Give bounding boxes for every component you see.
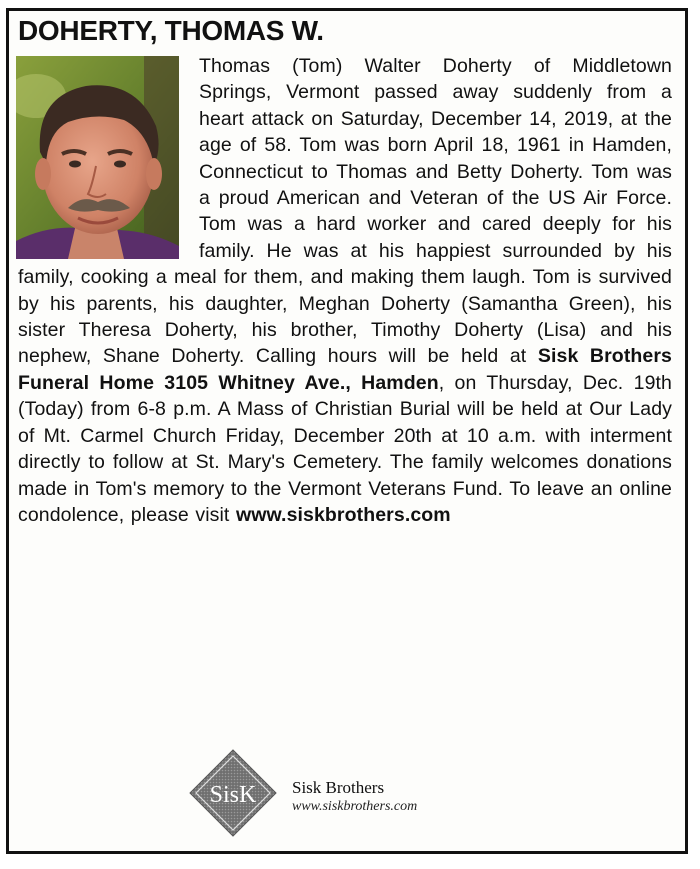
obituary-text-part1: Thomas (Tom) Walter Doherty of Middletown Springs, Vermont passed away suddenly from a heart attack on Saturday, December 14, 2019, at the age of 58. Tom was born April 18, 1961 in Hamden, Connecticut to Thomas and Betty Doherty. Tom was a proud American and Veteran of the US Air Force. Tom was a hard worker and cared deeply for his family. He was at his happiest surrounded by his family, cooking a meal for them, and making them laugh. Tom is survived by his parents, his daughter, Meghan Doherty (Samantha Green), his sister Theresa Doherty, his brother, Timothy Doherty (Lisa) and his nephew, Shane Doherty. Calling hours will be held at [18,55,672,368]
funeral-home-address: Sisk Brothers Funeral Home 3105 Whitney Ave., Hamden [18,345,672,394]
sisk-logo-icon [188,748,278,838]
funeral-home-signature [292,778,417,816]
obituary-body [18,53,672,528]
condolence-website-link[interactable]: www.siskbrothers.com [235,503,451,526]
funeral-home-name: Sisk Brothers [292,778,385,797]
funeral-home-url[interactable]: www.siskbrothers.com [292,799,418,814]
photo-spacer [18,53,199,263]
obituary-text-part2: , on Thursday, Dec. 19th (Today) from 6-8 p.m. A Mass of Christian Burial will be held at Our Lady of Mt. Carmel Church Friday, December 20th at 10 a.m. with interment directly to follow at St. Mary's Cemetery. The family welcomes donations made in Tom's memory to the Vermont Veterans Fund. To leave an online condolence, please visit [18,371,672,526]
logo-lettering: SisK [209,782,257,808]
obituary-title: DOHERTY, THOMAS W. [18,15,324,46]
